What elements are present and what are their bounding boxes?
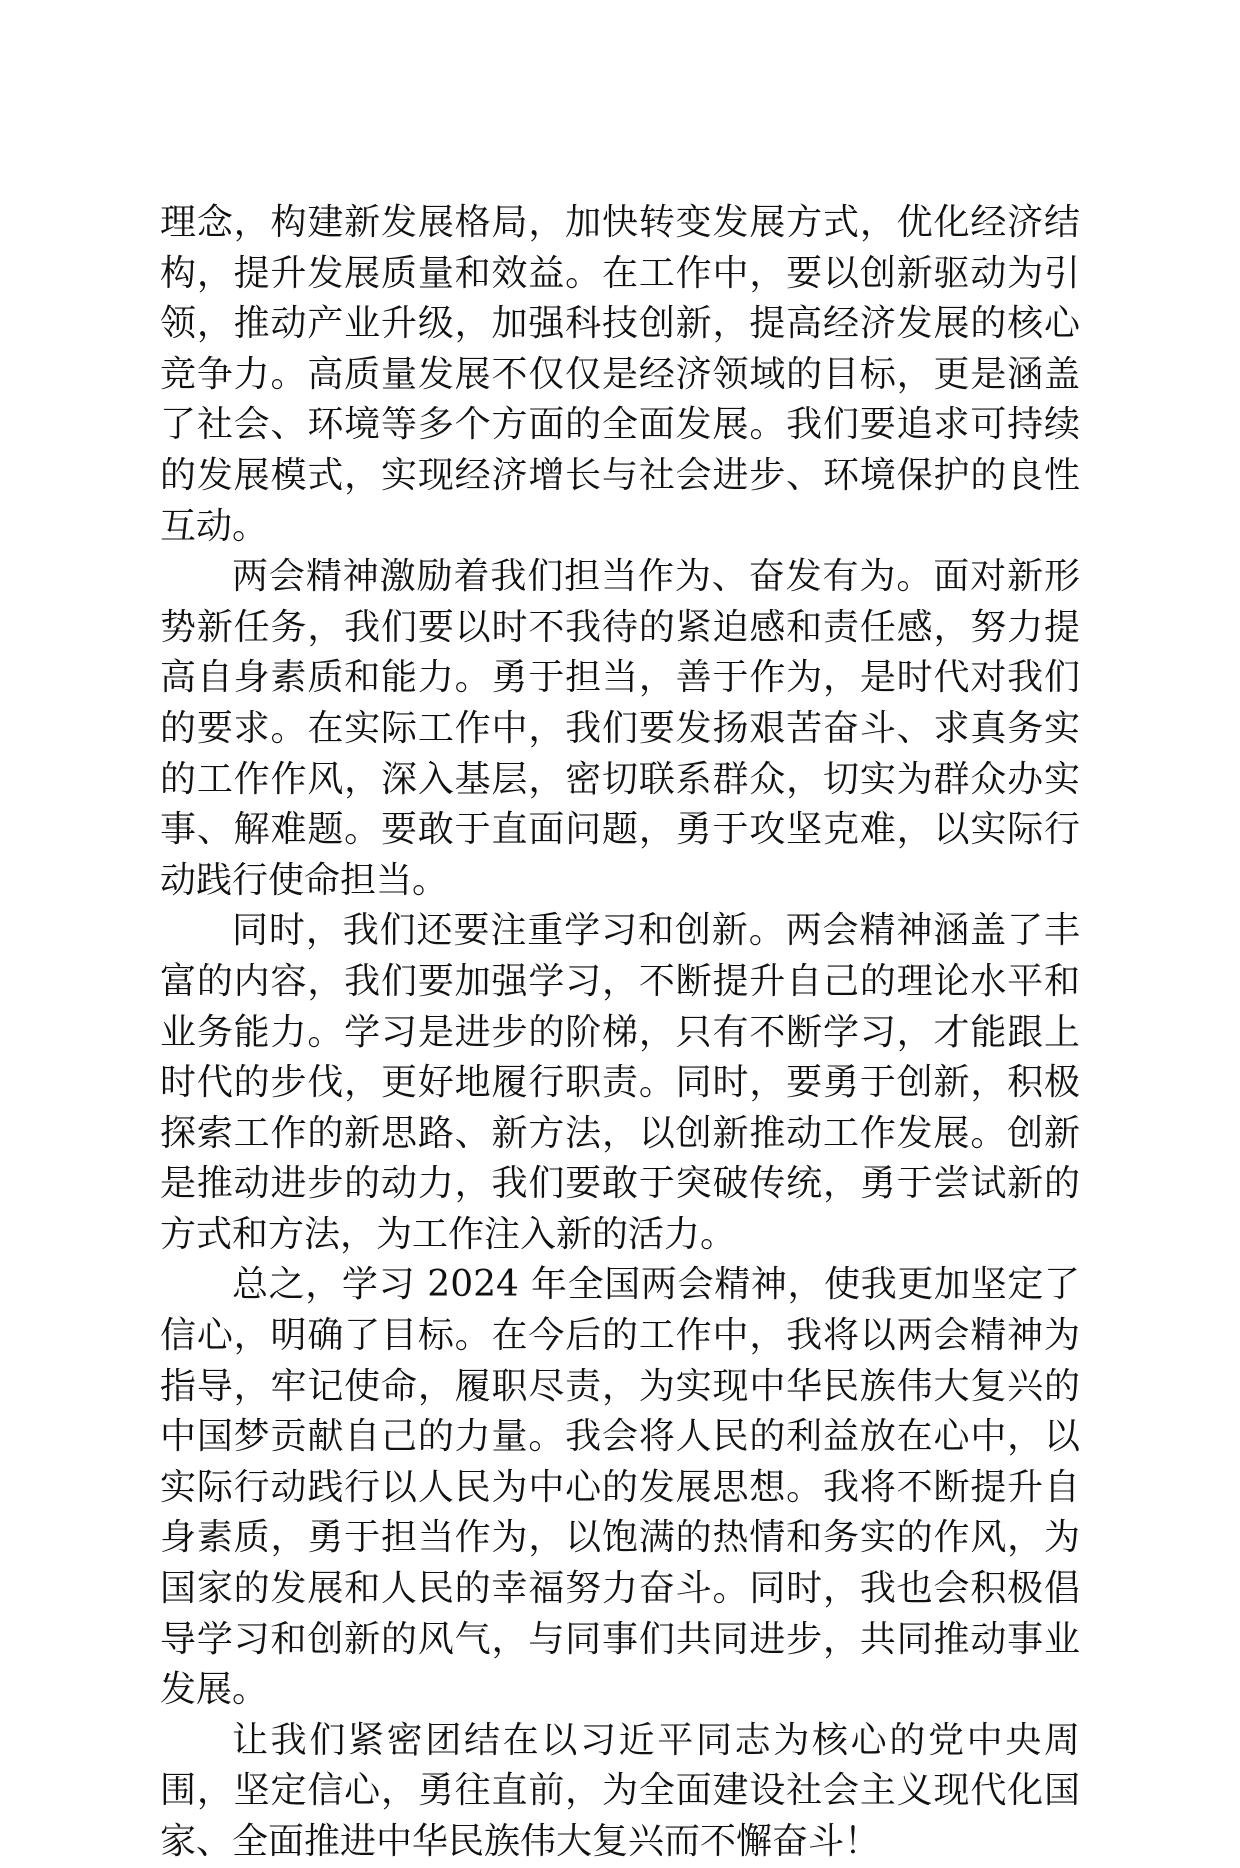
paragraph-3: 同时，我们还要注重学习和创新。两会精神涵盖了丰富的内容，我们要加强学习，不断提升自己的理论水平和业务能力。学习是进步的阶梯，只有不断学习，才能跟上时代的步伐，更好地履行职责。同时，要勇于创新，积极探索工作的新思路、新方法，以创新推动工作发展。创新是推动进步的动力，我们要敢于突破传统，勇于尝试新的方式和方法，为工作注入新的活力。 bbox=[160, 910, 1080, 1255]
paragraph-1: 理念，构建新发展格局，加快转变发展方式，优化经济结构，提升发展质量和效益。在工作中，要以创新驱动为引领，推动产业升级，加强科技创新，提高经济发展的核心竞争力。高质量发展不仅仅是经济领域的目标，更是涵盖了社会、环境等多个方面的全面发展。我们要追求可持续的发展模式，实现经济增长与社会进步、环境保护的良性互动。 bbox=[160, 202, 1080, 547]
paragraph-2: 两会精神激励着我们担当作为、奋发有为。面对新形势新任务，我们要以时不我待的紧迫感和责任感，努力提高自身素质和能力。勇于担当，善于作为，是时代对我们的要求。在实际工作中，我们要发扬艰苦奋斗、求真务实的工作作风，深入基层，密切联系群众，切实为群众办实事、解难题。要敢于直面问题，勇于攻坚克难，以实际行动践行使命担当。 bbox=[160, 556, 1080, 901]
paragraph-4: 总之，学习 2024 年全国两会精神，使我更加坚定了信心，明确了目标。在今后的工作中，我将以两会精神为指导，牢记使命，履职尽责，为实现中华民族伟大复兴的中国梦贡献自己的力量。我会将人民的利益放在心中，以实际行动践行以人民为中心的发展思想。我将不断提升自身素质，勇于担当作为，以饱满的热情和务实的作风，为国家的发展和人民的幸福努力奋斗。同时，我也会积极倡导学习和创新的风气，与同事们共同进步，共同推动事业发展。 bbox=[160, 1264, 1080, 1711]
paragraph-5: 让我们紧密团结在以习近平同志为核心的党中央周围，坚定信心，勇往直前，为全面建设社会主义现代化国家、全面推进中华民族伟大复兴而不懈奋斗！ bbox=[160, 1719, 1080, 1862]
document-page bbox=[160, 198, 1080, 1868]
